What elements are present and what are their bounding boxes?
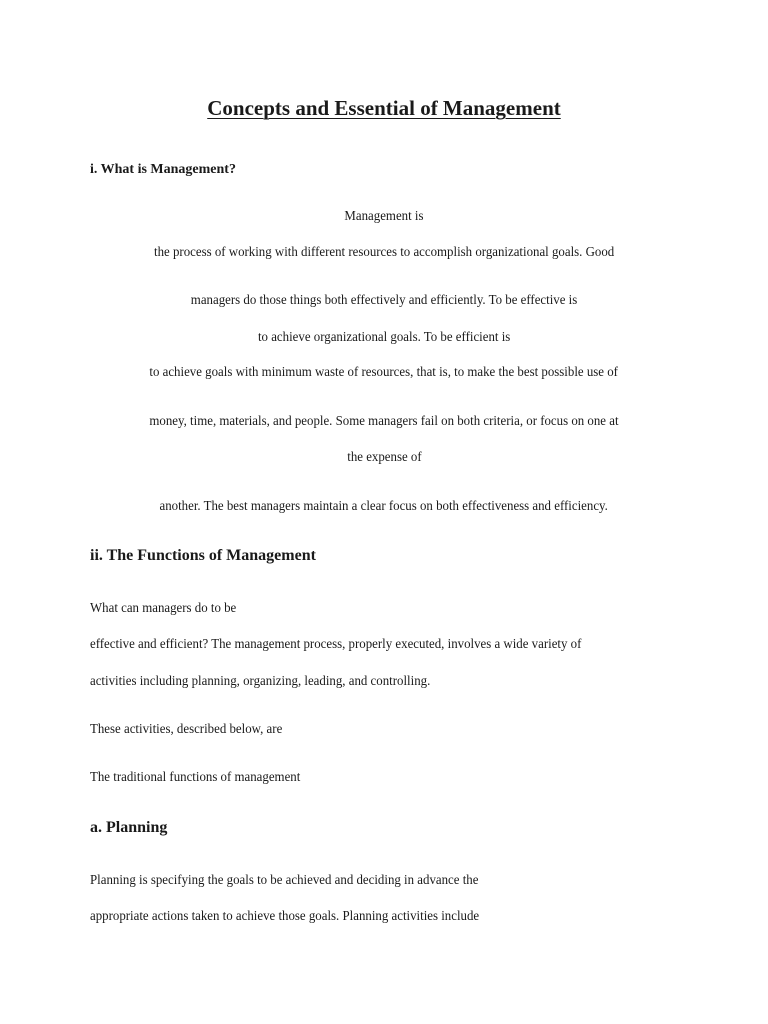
paragraph-line: The traditional functions of management (90, 770, 301, 785)
paragraph-line: What can managers do to be (90, 601, 237, 616)
section-heading-what-is-management: i. What is Management? (90, 162, 236, 177)
paragraph-line: activities including planning, organizing, leading, and controlling. (90, 674, 431, 689)
paragraph-line: appropriate actions taken to achieve those goals. Planning activities include (90, 909, 480, 924)
paragraph-line: the process of working with different resources to accomplish organizational goals. Good (153, 245, 615, 260)
document-title (0, 95, 768, 121)
document-title-text: Concepts and Essential of Management (207, 96, 561, 120)
paragraph-line: to achieve organizational goals. To be efficient is (257, 330, 511, 345)
paragraph-line: effective and efficient? The management process, properly executed, involves a wide variety of (90, 637, 582, 652)
paragraph-line: managers do those things both effectively and efficiently. To be effective is (190, 293, 578, 308)
paragraph-line: to achieve goals with minimum waste of resources, that is, to make the best possible use of (149, 365, 619, 380)
paragraph-line: These activities, described below, are (90, 722, 283, 737)
paragraph-line: the expense of (346, 450, 422, 465)
paragraph-line: Management is (344, 209, 424, 224)
paragraph-line: Planning is specifying the goals to be achieved and deciding in advance the (90, 873, 479, 888)
section-heading-functions-of-management: ii. The Functions of Management (90, 547, 316, 564)
paragraph-line: money, time, materials, and people. Some managers fail on both criteria, or focus on one at (149, 414, 619, 429)
section-heading-planning: a. Planning (90, 819, 168, 836)
paragraph-line: another. The best managers maintain a clear focus on both effectiveness and efficiency. (159, 499, 609, 514)
